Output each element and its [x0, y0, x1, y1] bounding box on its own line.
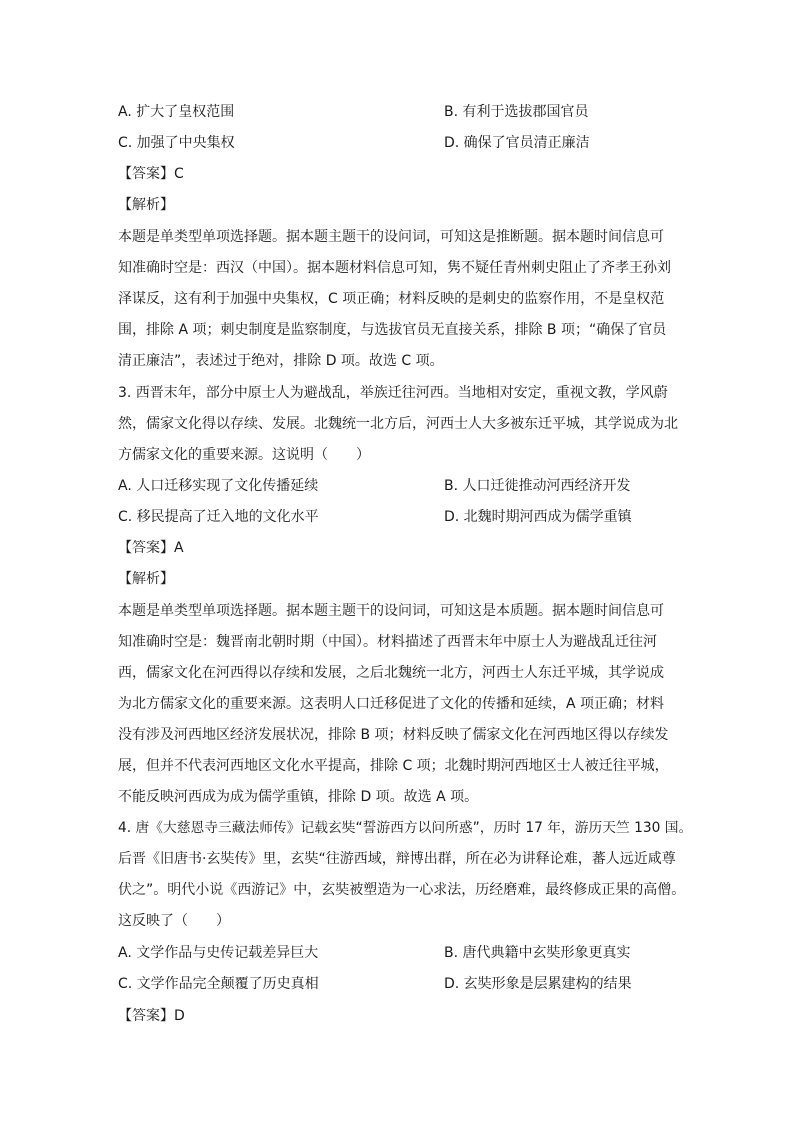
q2-answer: 【答案】C [118, 166, 184, 182]
q2-analysis-line: 知准确时空是：西汉（中国）。据本题材料信息可知，隽不疑任青州刺史阻止了齐孝王孙刘 [118, 260, 671, 276]
q3-analysis-line: 知准确时空是：魏晋南北朝时期（中国）。材料描述了西晋末年中原士人为避战乱迁往河 [118, 634, 657, 650]
q3-analysis-line: 为北方儒家文化的重要来源。这表明人口迁移促进了文化的传播和延续，A 项正确；材料 [118, 696, 665, 712]
q3-stem-line: 3. 西晋末年，部分中原士人为避战乱，举族迁往河西。当地相对安定，重视文教，学风蔚 [118, 385, 668, 401]
q4-stem-line: 4. 唐《大慈恩寺三藏法师传》记载玄奘“誓游西方以问所惑”，历时 17 年，游历天竺 130 国。 [118, 820, 693, 836]
q3-stem-line: 方儒家文化的重要来源。这说明（ ） [118, 447, 370, 463]
q4-stem-line: 后晋《旧唐书·玄奘传》里，玄奘“往游西域，辩博出群，所在必为讲释论难，蕃人远近咸尊 [118, 851, 676, 867]
q4-option-a: A. 文学作品与史传记载差异巨大 [118, 945, 319, 961]
q3-analysis-line: 本题是单类型单项选择题。据本题主题干的设问词，可知这是本质题。据本题时间信息可 [118, 603, 664, 619]
q3-option-b: B. 人口迁徙推动河西经济开发 [444, 478, 631, 494]
q2-analysis-line: 清正廉洁”，表述过于绝对，排除 D 项。故选 C 项。 [118, 353, 444, 369]
q4-stem-line: 这反映了（ ） [118, 913, 230, 929]
q3-analysis-line: 西，儒家文化在河西得以存续和发展，之后北魏统一北方，河西士人东迁平城，其学说成 [118, 665, 664, 681]
q3-option-a: A. 人口迁移实现了文化传播延续 [118, 478, 319, 494]
q3-answer: 【答案】A [118, 540, 184, 556]
q3-analysis-line: 没有涉及河西地区经济发展状况，排除 B 项；材料反映了儒家文化在河西地区得以存续发 [118, 727, 669, 743]
q2-option-c: C. 加强了中央集权 [118, 135, 235, 151]
q3-stem-line: 然，儒家文化得以存续、发展。北魏统一北方后，河西士人大多被东迁平城，其学说成为北 [118, 416, 678, 432]
q2-option-b: B. 有利于选拔郡国官员 [444, 104, 589, 120]
q4-option-d: D. 玄奘形象是层累建构的结果 [444, 976, 632, 992]
q2-analysis-line: 本题是单类型单项选择题。据本题主题干的设问词，可知这是推断题。据本题时间信息可 [118, 229, 664, 245]
q3-analysis-line: 展，但并不代表河西地区文化水平提高，排除 C 项；北魏时期河西地区士人被迁往平城， [118, 758, 669, 774]
q2-option-d: D. 确保了官员清正廉洁 [444, 135, 590, 151]
q4-answer: 【答案】D [118, 1008, 185, 1024]
q3-option-d: D. 北魏时期河西成为儒学重镇 [444, 509, 632, 525]
q2-option-a: A. 扩大了皇权范围 [118, 104, 235, 120]
q2-analysis-heading: 【解析】 [118, 197, 174, 213]
q4-option-c: C. 文学作品完全颠覆了历史真相 [118, 976, 319, 992]
q4-option-b: B. 唐代典籍中玄奘形象更真实 [444, 945, 631, 961]
q3-option-c: C. 移民提高了迁入地的文化水平 [118, 509, 319, 525]
q3-analysis-heading: 【解析】 [118, 571, 174, 587]
q4-stem-line: 伏之”。明代小说《西游记》中，玄奘被塑造为一心求法，历经磨难，最终修成正果的高僧。 [118, 882, 686, 898]
q2-analysis-line: 泽谋反，这有利于加强中央集权，C 项正确；材料反映的是刺史的监察作用，不是皇权范 [118, 291, 665, 307]
q2-analysis-line: 围，排除 A 项；刺史制度是监察制度，与选拔官员无直接关系，排除 B 项；“确保了官员 [118, 322, 667, 338]
q3-analysis-line: 不能反映河西成为成为儒学重镇，排除 D 项。故选 A 项。 [118, 789, 479, 805]
